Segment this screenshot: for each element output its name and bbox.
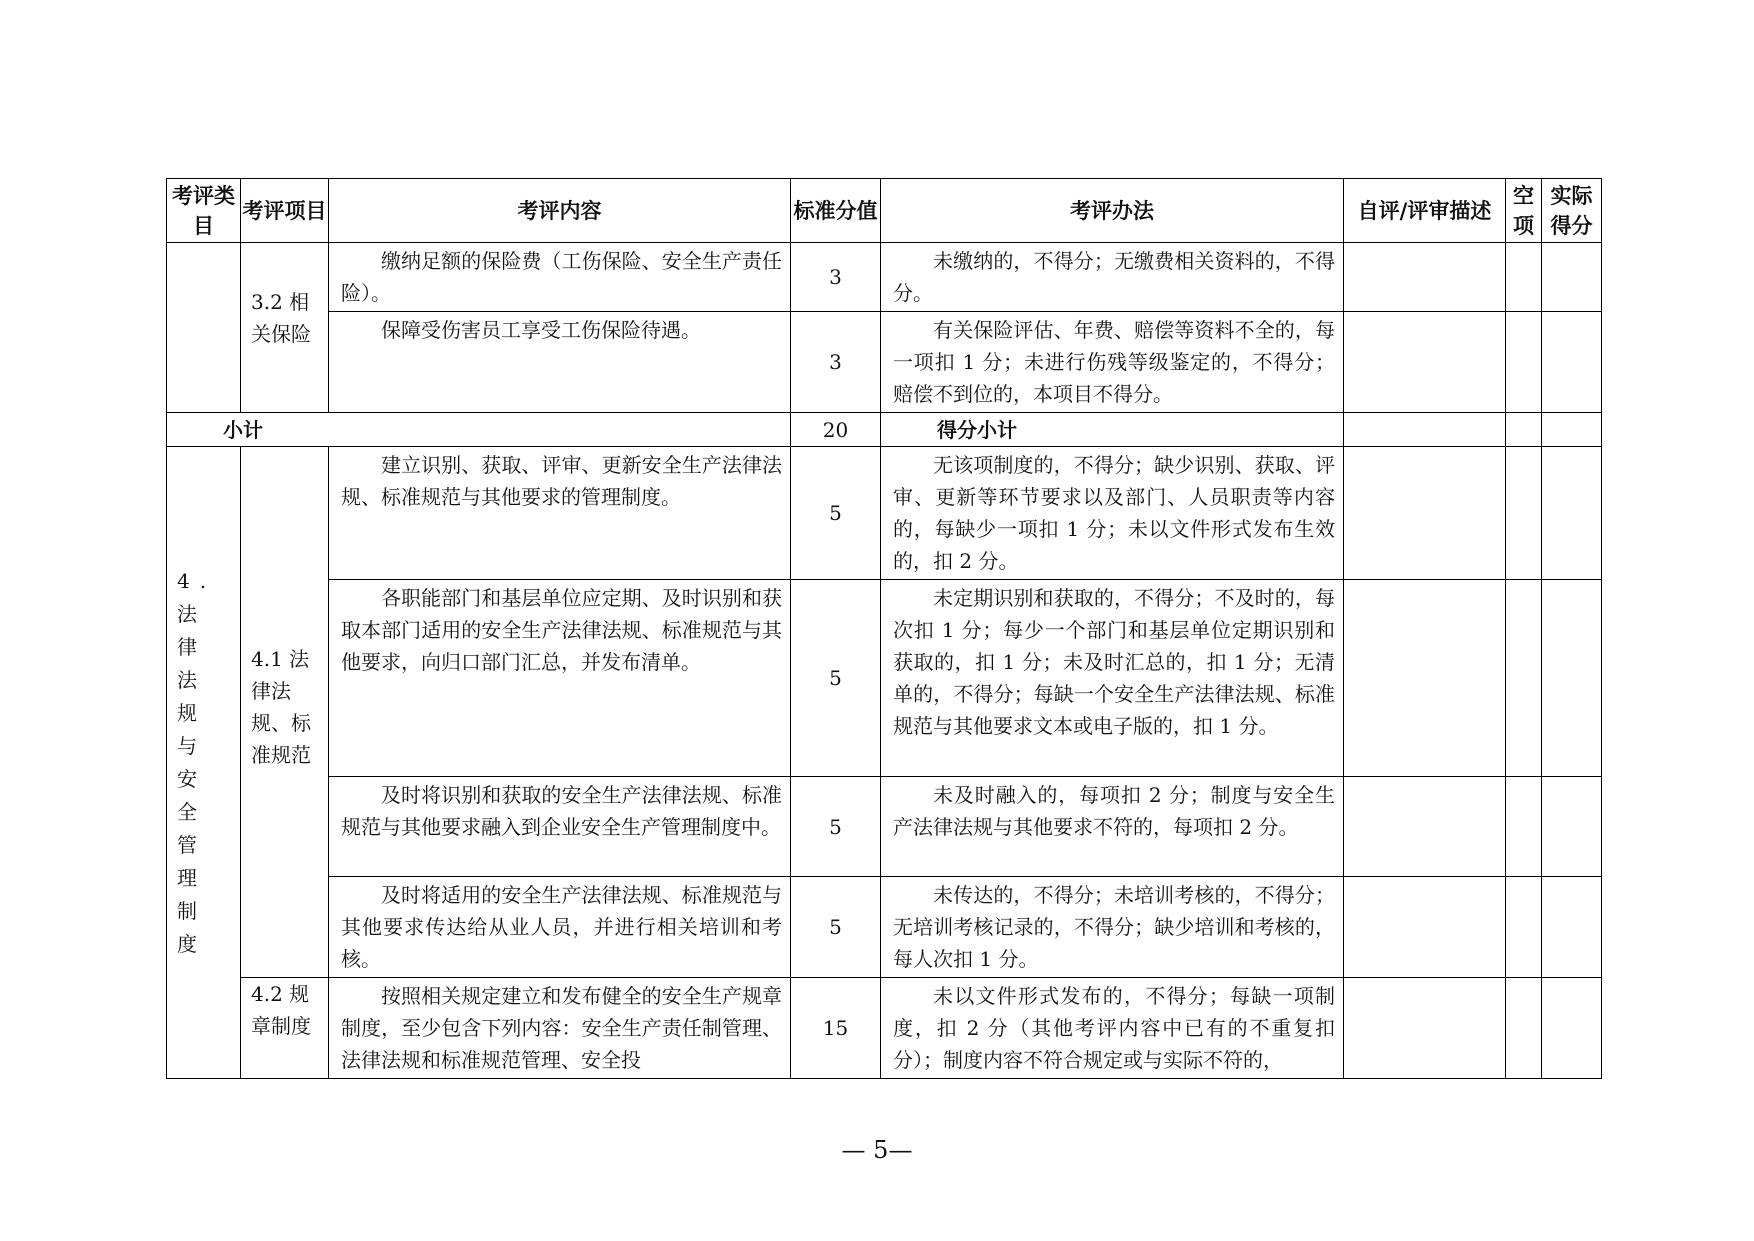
- method-cell: 无该项制度的，不得分；缺少识别、获取、评审、更新等环节要求以及部门、人员职责等内容的，每缺少一项扣 1 分；未以文件形式发布生效的，扣 2 分。: [881, 447, 1344, 580]
- content-cell: 及时将适用的安全生产法律法规、标准规范与其他要求传达给从业人员，并进行相关培训和考核。: [329, 877, 791, 978]
- category-cell-empty: [167, 243, 241, 413]
- page-number: — 5—: [841, 1136, 913, 1164]
- content-cell: 保障受伤害员工享受工伤保险待遇。: [329, 312, 791, 413]
- subtotal-method-label: 得分小计: [881, 413, 1344, 447]
- score-cell: 3: [791, 312, 881, 413]
- description-cell[interactable]: [1344, 447, 1506, 580]
- method-cell: 未传达的，不得分；未培训考核的，不得分；无培训考核记录的，不得分；缺少培训和考核的，每人次扣 1 分。: [881, 877, 1344, 978]
- subtotal-label: 小计: [167, 413, 791, 447]
- table-row: [167, 312, 1602, 413]
- content-cell: 缴纳足额的保险费（工伤保险、安全生产责任险）。: [329, 243, 791, 312]
- header-item: 考评项目: [241, 179, 329, 243]
- header-category: 考评类目: [167, 179, 241, 243]
- method-cell: 未及时融入的，每项扣 2 分；制度与安全生产法律法规与其他要求不符的，每项扣 2 分。: [881, 777, 1344, 877]
- description-cell[interactable]: [1344, 413, 1506, 447]
- actual-score-cell[interactable]: [1542, 580, 1602, 777]
- blank-cell[interactable]: [1506, 777, 1542, 877]
- blank-cell[interactable]: [1506, 978, 1542, 1079]
- method-cell: 未以文件形式发布的，不得分；每缺一项制度，扣 2 分（其他考评内容中已有的不重复扣分）；制度内容不符合规定或与实际不符的，: [881, 978, 1344, 1079]
- score-cell: 5: [791, 877, 881, 978]
- subtotal-score: 20: [791, 413, 881, 447]
- score-cell: 5: [791, 777, 881, 877]
- header-blank: 空项: [1506, 179, 1542, 243]
- actual-score-cell[interactable]: [1542, 243, 1602, 312]
- actual-score-cell[interactable]: [1542, 312, 1602, 413]
- content-cell: 按照相关规定建立和发布健全的安全生产规章制度，至少包含下列内容：安全生产责任制管理、法律法规和标准规范管理、安全投: [329, 978, 791, 1079]
- table-row: [167, 447, 1602, 580]
- blank-cell[interactable]: [1506, 312, 1542, 413]
- actual-score-cell[interactable]: [1542, 978, 1602, 1079]
- content-cell: 建立识别、获取、评审、更新安全生产法律法规、标准规范与其他要求的管理制度。: [329, 447, 791, 580]
- content-cell: 及时将识别和获取的安全生产法律法规、标准规范与其他要求融入到企业安全生产管理制度中。: [329, 777, 791, 877]
- table-row: [167, 978, 1602, 1079]
- blank-cell[interactable]: [1506, 413, 1542, 447]
- item-cell: 4.2 规章制度: [241, 978, 329, 1079]
- content-cell: 各职能部门和基层单位应定期、及时识别和获取本部门适用的安全生产法律法规、标准规范与其他要求，向归口部门汇总，并发布清单。: [329, 580, 791, 777]
- score-cell: 5: [791, 447, 881, 580]
- method-cell: 未缴纳的，不得分；无缴费相关资料的，不得分。: [881, 243, 1344, 312]
- header-method: 考评办法: [881, 179, 1344, 243]
- description-cell[interactable]: [1344, 243, 1506, 312]
- description-cell[interactable]: [1344, 580, 1506, 777]
- header-content: 考评内容: [329, 179, 791, 243]
- item-cell: 3.2 相关保险: [241, 243, 329, 413]
- actual-score-cell[interactable]: [1542, 413, 1602, 447]
- table-row: [167, 877, 1602, 978]
- description-cell[interactable]: [1344, 777, 1506, 877]
- header-score: 标准分值: [791, 179, 881, 243]
- actual-score-cell[interactable]: [1542, 447, 1602, 580]
- item-cell: 4.1 法律法规、标准规范: [241, 447, 329, 978]
- blank-cell[interactable]: [1506, 243, 1542, 312]
- category-cell: 4. 法律法规与安全管理制度: [167, 447, 241, 1079]
- method-cell: 有关保险评估、年费、赔偿等资料不全的，每一项扣 1 分；未进行伤残等级鉴定的，不得分；赔偿不到位的，本项目不得分。: [881, 312, 1344, 413]
- blank-cell[interactable]: [1506, 877, 1542, 978]
- blank-cell[interactable]: [1506, 447, 1542, 580]
- method-cell: 未定期识别和获取的，不得分；不及时的，每次扣 1 分；每少一个部门和基层单位定期识别和获取的，扣 1 分；未及时汇总的，扣 1 分；无清单的，不得分；每缺一个安全生产法律法规、标准规范与其他要求文本或电子版的，扣 1 分。: [881, 580, 1344, 777]
- actual-score-cell[interactable]: [1542, 777, 1602, 877]
- score-cell: 3: [791, 243, 881, 312]
- header-row: [167, 179, 1602, 243]
- table-row: [167, 580, 1602, 777]
- table-row: [167, 777, 1602, 877]
- header-description: 自评/评审描述: [1344, 179, 1506, 243]
- table-row: [167, 243, 1602, 312]
- subtotal-row: [167, 413, 1602, 447]
- description-cell[interactable]: [1344, 312, 1506, 413]
- description-cell[interactable]: [1344, 877, 1506, 978]
- blank-cell[interactable]: [1506, 580, 1542, 777]
- score-cell: 5: [791, 580, 881, 777]
- header-actual: 实际得分: [1542, 179, 1602, 243]
- description-cell[interactable]: [1344, 978, 1506, 1079]
- score-cell: 15: [791, 978, 881, 1079]
- evaluation-table: [166, 178, 1602, 1079]
- actual-score-cell[interactable]: [1542, 877, 1602, 978]
